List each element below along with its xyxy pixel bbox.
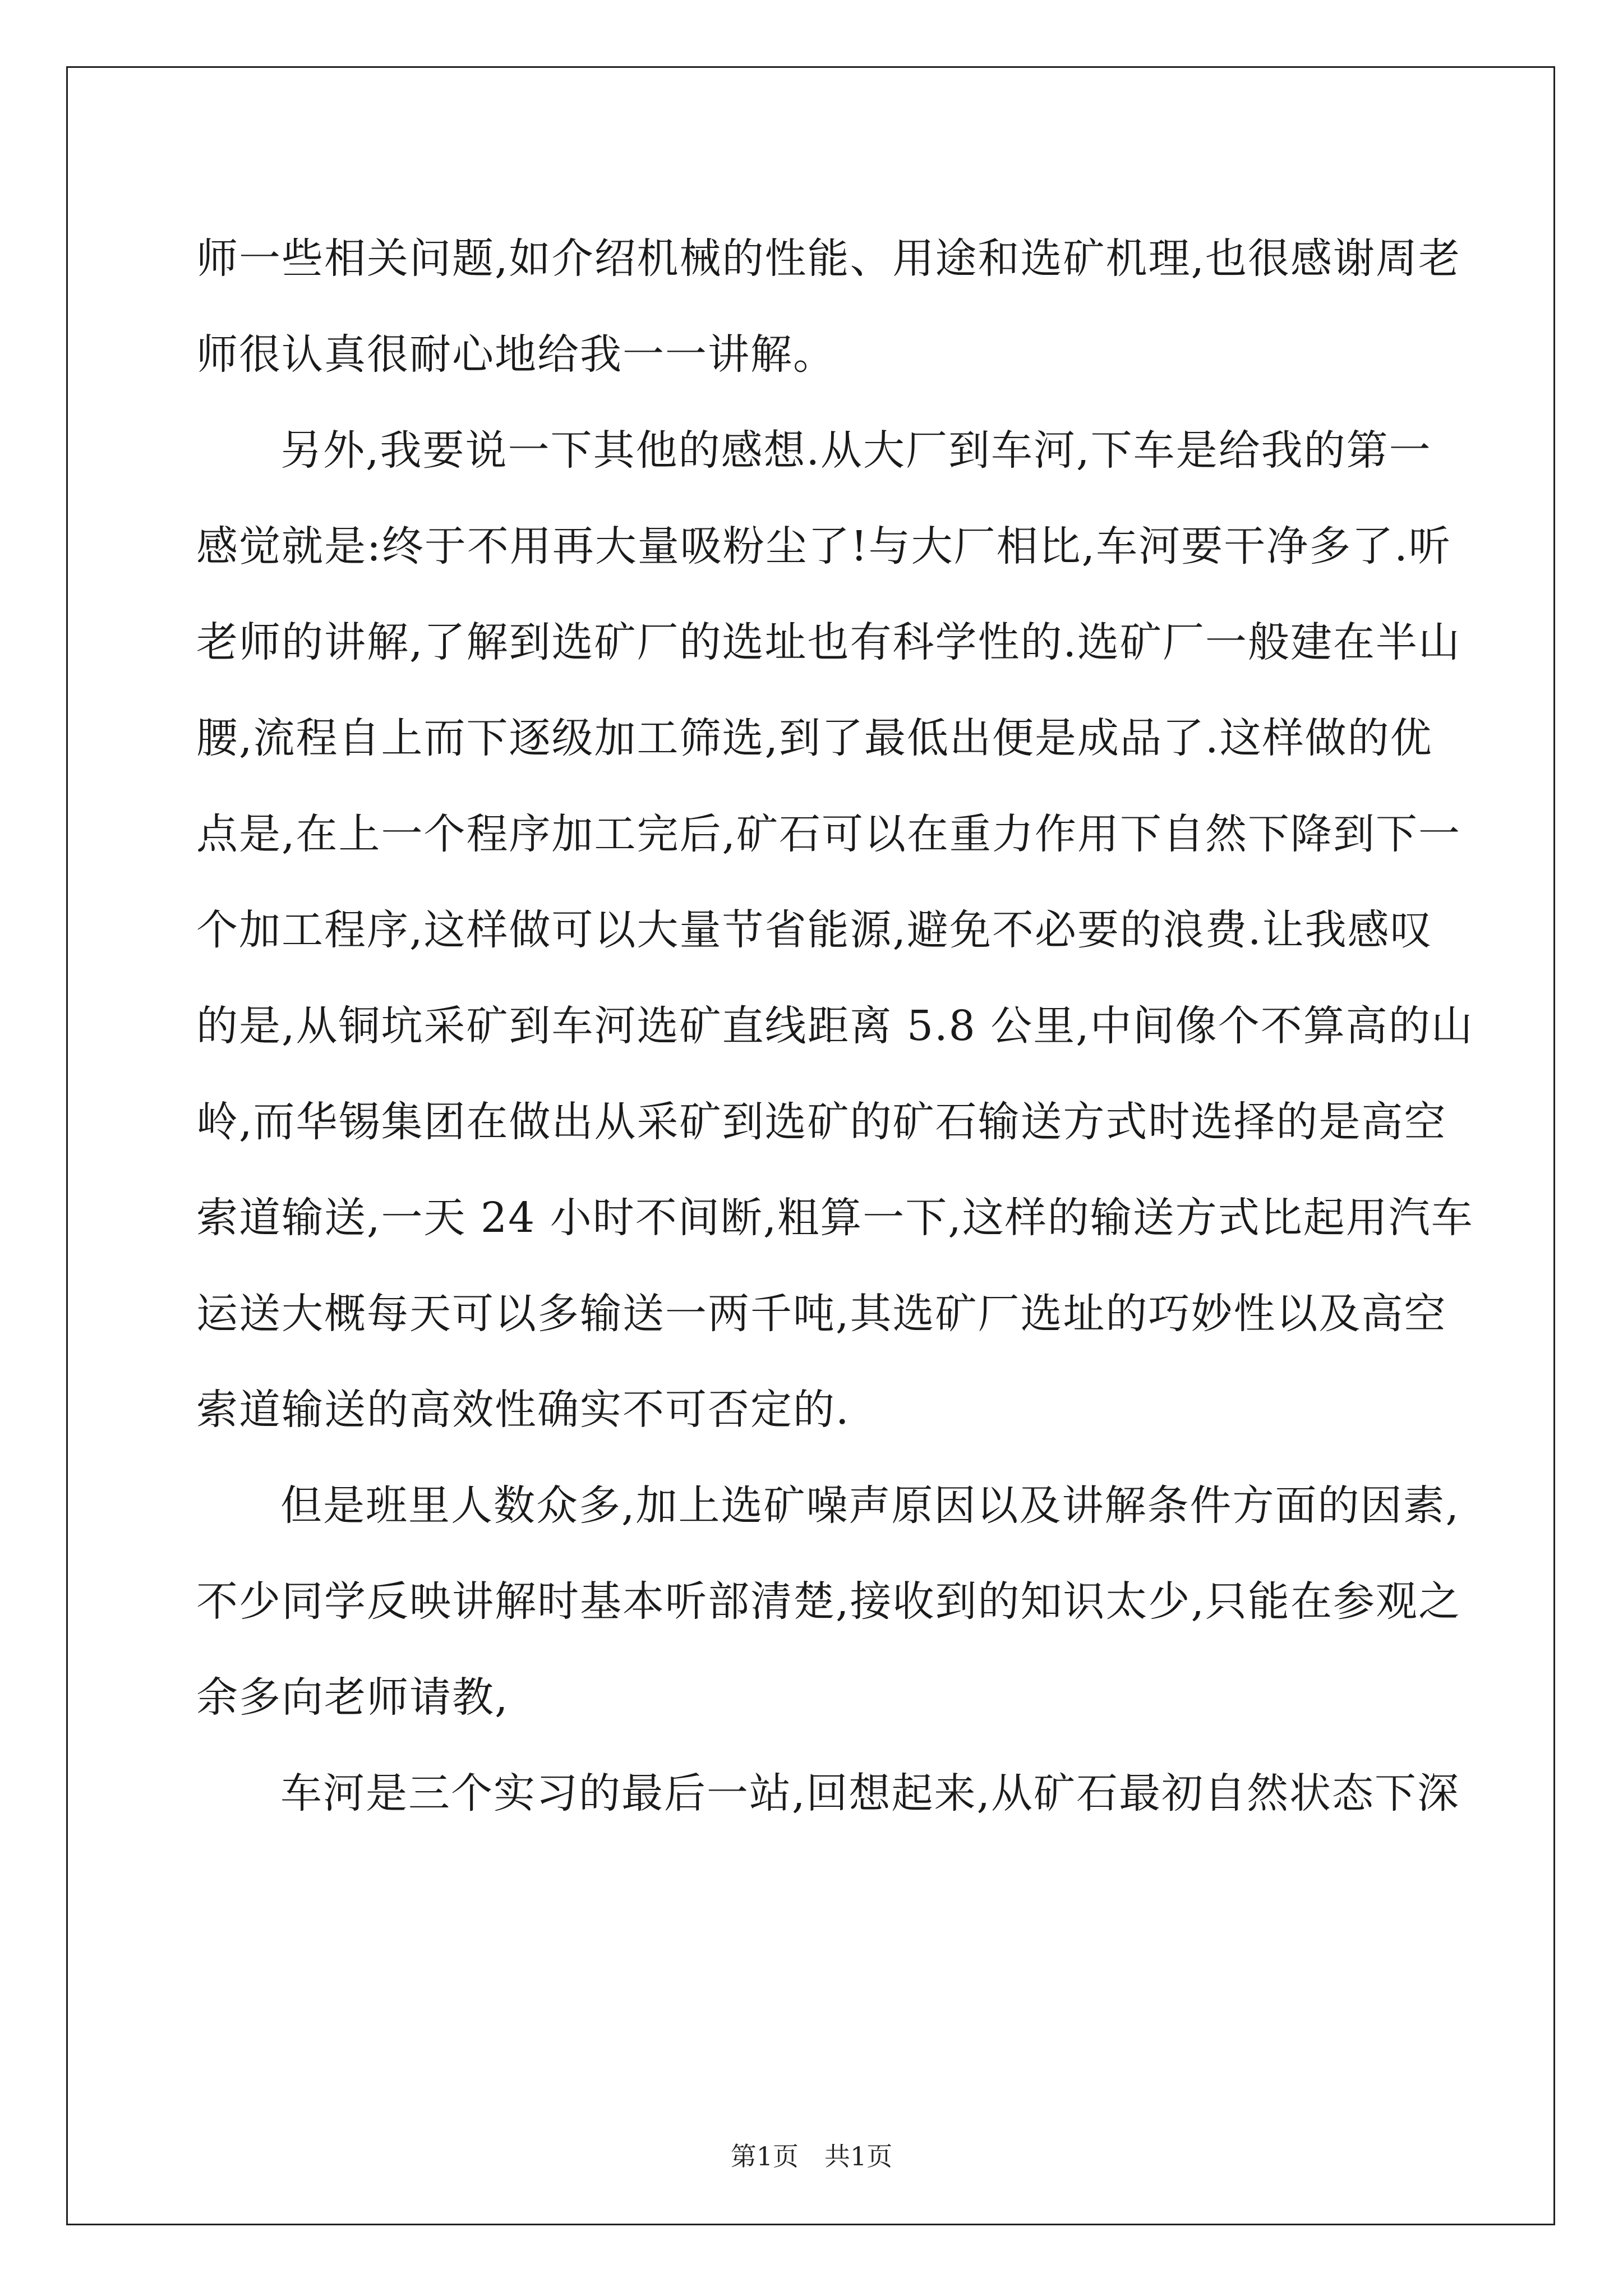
text-line: 腰,流程自上而下逐级加工筛选,到了最低出便是成品了.这样做的优 (196, 714, 1433, 762)
text-line: 运送大概每天可以多输送一两千吨,其选矿厂选址的巧妙性以及高空 (196, 1290, 1447, 1338)
text-line: 但是班里人数众多,加上选矿噪声原因以及讲解条件方面的因素, (280, 1481, 1460, 1530)
page-footer: 第1页 共1页 (730, 2141, 893, 2171)
text-line: 师一些相关问题,如介绍机械的性能、用途和选矿机理,也很感谢周老 (196, 234, 1461, 283)
paragraph-1 (196, 211, 1461, 403)
text-line: 感觉就是:终于不用再大量吸粉尘了!与大厂相比,车河要干净多了.听 (196, 522, 1451, 570)
text-line: 索道输送的高效性确实不可否定的. (196, 1386, 850, 1434)
text-line: 余多向老师请教, (196, 1673, 509, 1722)
text-line: 点是,在上一个程序加工完后,矿石可以在重力作用下自然下降到下一 (196, 810, 1461, 858)
text-line: 车河是三个实习的最后一站,回想起来,从矿石最初自然状态下深 (280, 1769, 1460, 1818)
paragraph-3 (196, 1458, 1461, 1746)
paragraph-2 (196, 403, 1474, 1458)
text-line: 不少同学反映讲解时基本听部清楚,接收到的知识太少,只能在参观之 (196, 1577, 1461, 1626)
text-line: 索道输送,一天 24 小时不间断,粗算一下,这样的输送方式比起用汽车 (196, 1194, 1474, 1242)
paragraph-4 (196, 1746, 1460, 1842)
text-line: 岭,而华锡集团在做出从采矿到选矿的矿石输送方式时选择的是高空 (196, 1098, 1447, 1146)
text-line: 老师的讲解,了解到选矿厂的选址也有科学性的.选矿厂一般建在半山 (196, 618, 1461, 666)
document-body (196, 211, 1474, 1842)
text-line: 的是,从铜坑采矿到车河选矿直线距离 5.8 公里,中间像个不算高的山 (196, 1002, 1474, 1050)
text-line: 另外,我要说一下其他的感想.从大厂到车河,下车是给我的第一 (280, 426, 1432, 475)
text-line: 个加工程序,这样做可以大量节省能源,避免不必要的浪费.让我感叹 (196, 906, 1433, 954)
text-line: 师很认真很耐心地给我一一讲解。 (196, 330, 836, 379)
